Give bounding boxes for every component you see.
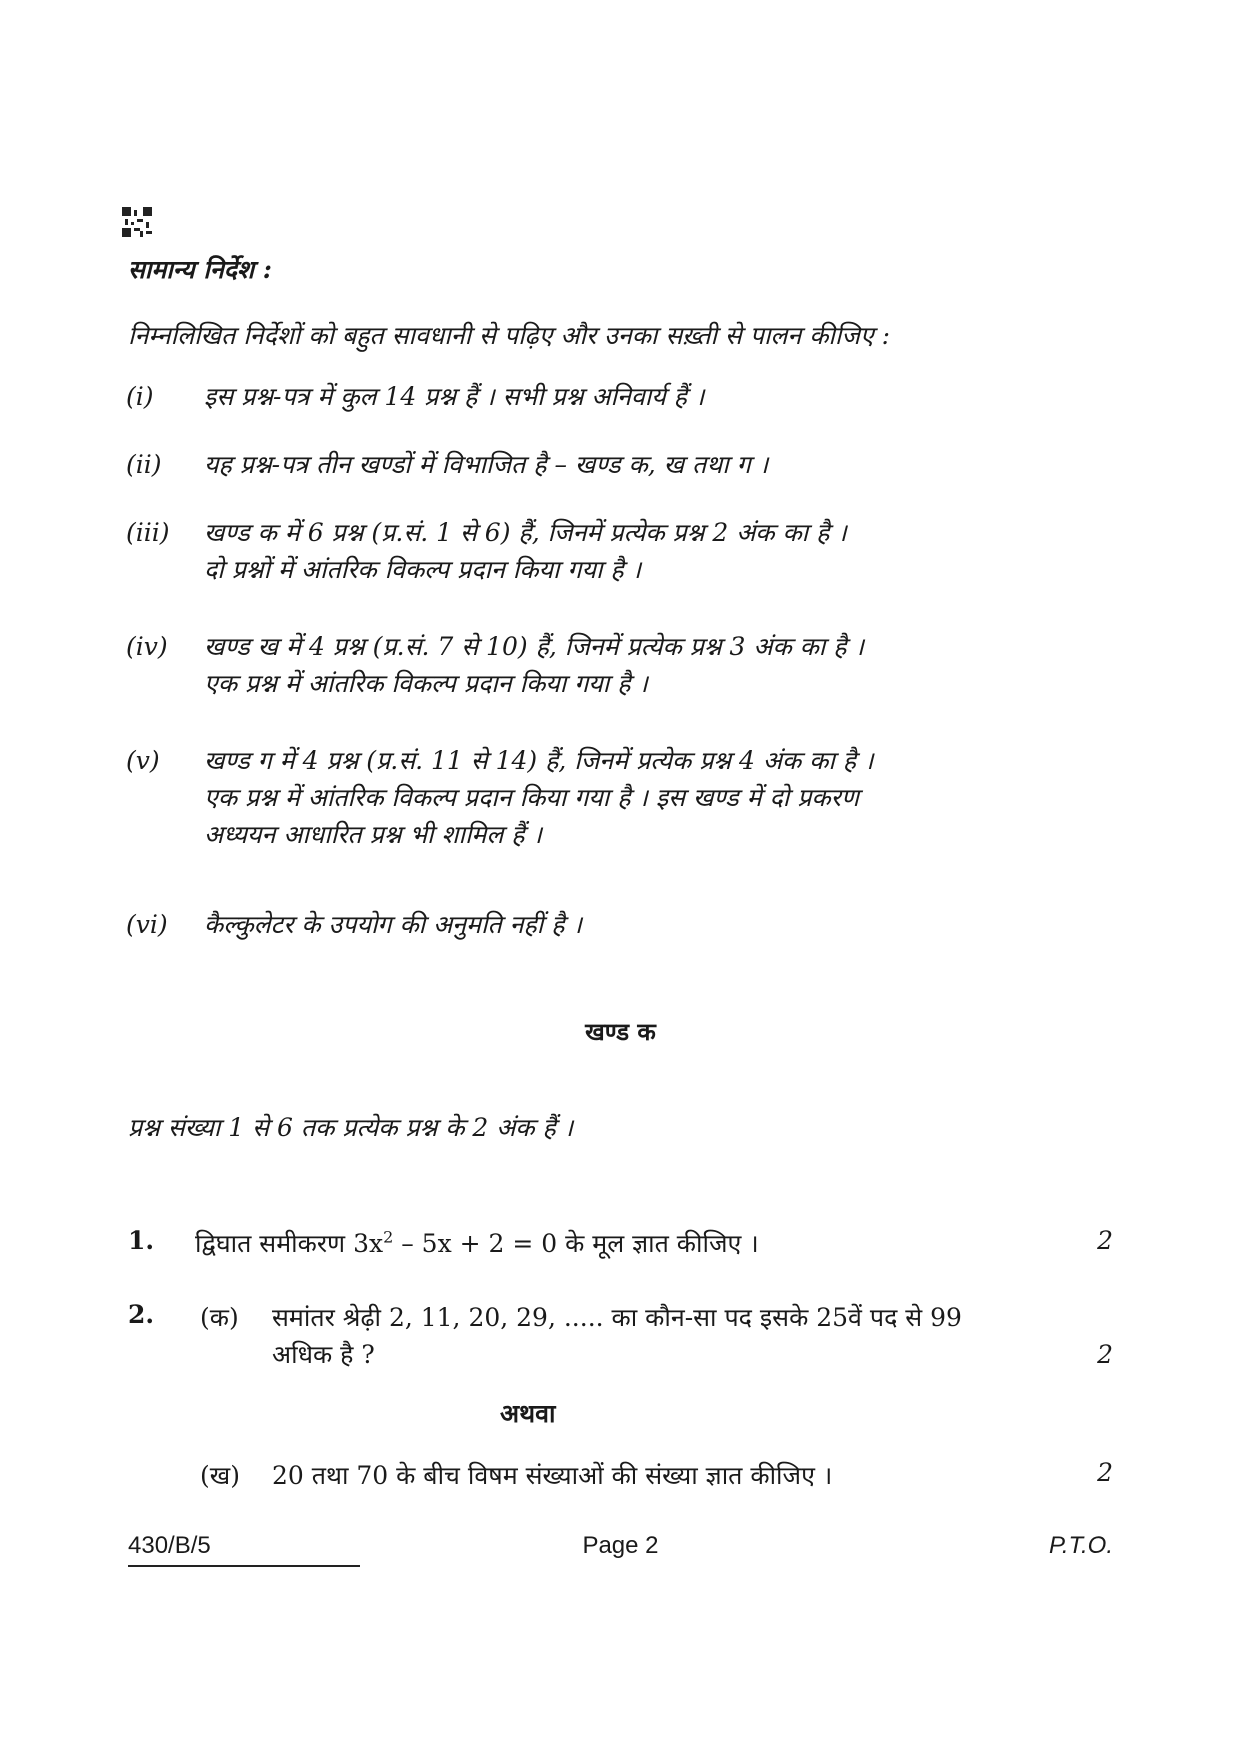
- instruction-item: [126, 446, 1076, 483]
- question-marks: 2: [1097, 1340, 1113, 1369]
- question-text-line2: अधिक है ?: [272, 1340, 375, 1369]
- paper-code: 430/B/5: [128, 1532, 211, 1559]
- instruction-text: खण्ड ग में 4 प्रश्न (प्र.सं. 11 से 14) हैं, जिनमें प्रत्येक प्रश्न 4 अंक का है ।: [204, 746, 874, 775]
- question-number: 1.: [128, 1226, 155, 1255]
- question-text: समांतर श्रेढ़ी 2, 11, 20, 29, ..... का कौन-सा पद इसके 25वें पद से 99: [272, 1303, 962, 1332]
- question-marks: 2: [1097, 1458, 1113, 1487]
- instructions-intro: निम्नलिखित निर्देशों को बहुत सावधानी से पढ़िए और उनका सख़्ती से पालन कीजिए :: [128, 321, 891, 350]
- section-title: खण्ड क: [585, 1018, 656, 1046]
- please-turn-over: P.T.O.: [1048, 1532, 1113, 1559]
- instruction-text: खण्ड ख में 4 प्रश्न (प्र.सं. 7 से 10) हैं, जिनमें प्रत्येक प्रश्न 3 अंक का है ।: [204, 632, 864, 661]
- instruction-text: खण्ड क में 6 प्रश्न (प्र.सं. 1 से 6) हैं, जिनमें प्रत्येक प्रश्न 2 अंक का है ।: [204, 518, 847, 547]
- instruction-number: (iv): [126, 632, 168, 661]
- instruction-text-line2: एक प्रश्न में आंतरिक विकल्प प्रदान किया गया है ।: [204, 669, 648, 698]
- page-number: Page 2: [582, 1532, 659, 1559]
- general-instructions-heading: सामान्य निर्देश :: [128, 255, 272, 284]
- exponent: 2: [383, 1227, 394, 1247]
- instruction-number: (vi): [126, 910, 168, 939]
- question-text-part: द्विघात समीकरण 3x: [195, 1229, 384, 1258]
- instruction-number: (v): [126, 746, 160, 775]
- instruction-text: यह प्रश्न-पत्र तीन खण्डों में विभाजित है – खण्ड क, ख तथा ग ।: [204, 450, 769, 479]
- instruction-text: इस प्रश्न-पत्र में कुल 14 प्रश्न हैं । सभी प्रश्न अनिवार्य हैं ।: [204, 382, 705, 411]
- question-text: 20 तथा 70 के बीच विषम संख्याओं की संख्या ज्ञात कीजिए ।: [272, 1461, 833, 1490]
- question-text: [195, 1226, 759, 1260]
- instruction-number: (i): [126, 382, 154, 411]
- question-number: 2.: [128, 1300, 155, 1329]
- question-text-part: – 5x + 2 = 0 के मूल ज्ञात कीजिए ।: [393, 1229, 759, 1258]
- section-note: प्रश्न संख्या 1 से 6 तक प्रत्येक प्रश्न के 2 अंक हैं ।: [128, 1113, 574, 1142]
- qr-code-icon: [122, 207, 152, 237]
- option-label: (ख): [200, 1461, 240, 1490]
- instruction-text-line2: दो प्रश्नों में आंतरिक विकल्प प्रदान किया गया है ।: [204, 555, 642, 584]
- instruction-number: (iii): [126, 518, 170, 547]
- instruction-item: [126, 378, 1076, 415]
- instruction-text-line2: एक प्रश्न में आंतरिक विकल्प प्रदान किया गया है । इस खण्ड में दो प्रकरण: [204, 783, 859, 812]
- option-label: (क): [200, 1303, 239, 1332]
- instruction-item: [126, 514, 1076, 588]
- footer-divider: [128, 1565, 360, 1567]
- instruction-item: [126, 742, 1076, 853]
- instruction-item: [126, 906, 1076, 943]
- instruction-number: (ii): [126, 450, 162, 479]
- instruction-text-line3: अध्ययन आधारित प्रश्न भी शामिल हैं ।: [204, 820, 542, 849]
- instruction-item: [126, 628, 1076, 702]
- instruction-text: कैल्कुलेटर के उपयोग की अनुमति नहीं है ।: [204, 910, 582, 939]
- question-marks: 2: [1097, 1226, 1113, 1255]
- or-separator: अथवा: [500, 1399, 556, 1428]
